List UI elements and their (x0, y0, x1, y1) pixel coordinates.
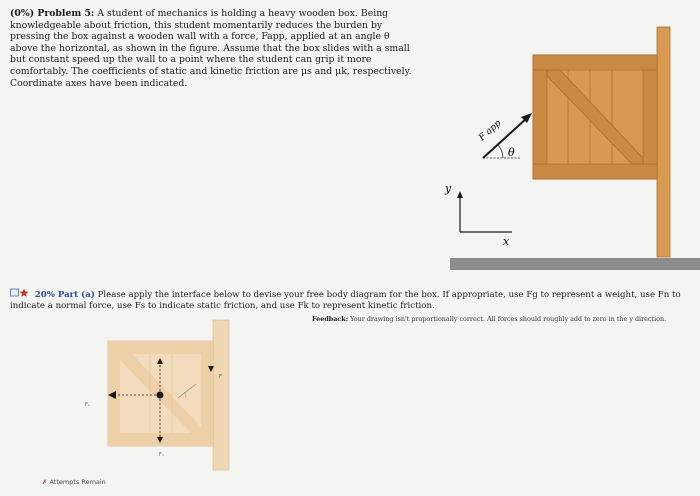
angle-label: θ (508, 146, 515, 159)
part-a-text: Please apply the interface below to devise your free body diagram for the box. If appropriate, use Fg to represent a weight, use Fn to indicate a normal force, use Fs to indicate static friction, and use Fk to represent kinetic friction. (10, 290, 681, 311)
fbd-origin-point[interactable] (157, 392, 164, 399)
y-axis-label: y (445, 182, 452, 195)
attempts-remaining (42, 478, 106, 486)
fbd-label-bottom: Fₙ (159, 452, 164, 458)
part-a-percent: 20% Part (a) (34, 290, 95, 300)
attempts-text: Attempts Remain (49, 478, 106, 486)
feedback-label: Feedback: (312, 315, 349, 323)
fbd-wall (213, 320, 229, 470)
problem-body: A student of mechanics is holding a heavy wooden box. Being knowledgeable about friction, this student momentarily reduces the burden by pressing the box against a wooden wall with a force, Fapp, applied at an angle θ above the horizontal, as shown in the figure. Assume that the box slides with a small but constant speed up the wall to a point where the student can grip it more comfortably. The coefficients of static and kinetic friction are μs and μk, respectively. Coordinate axes have been indicated. (10, 8, 412, 89)
x-axis-label: x (503, 235, 510, 248)
fbd-label-right: F (219, 374, 222, 380)
feedback-text: Your drawing isn't proportionally correct. All forces should roughly add to zero in the y direction. (350, 315, 667, 323)
problem-heading: (0%) Problem 5: (10, 8, 95, 19)
x-icon: ✗ (42, 478, 48, 486)
fbd-label-left: Fₛ (85, 402, 90, 408)
force-label: F app (477, 118, 504, 144)
